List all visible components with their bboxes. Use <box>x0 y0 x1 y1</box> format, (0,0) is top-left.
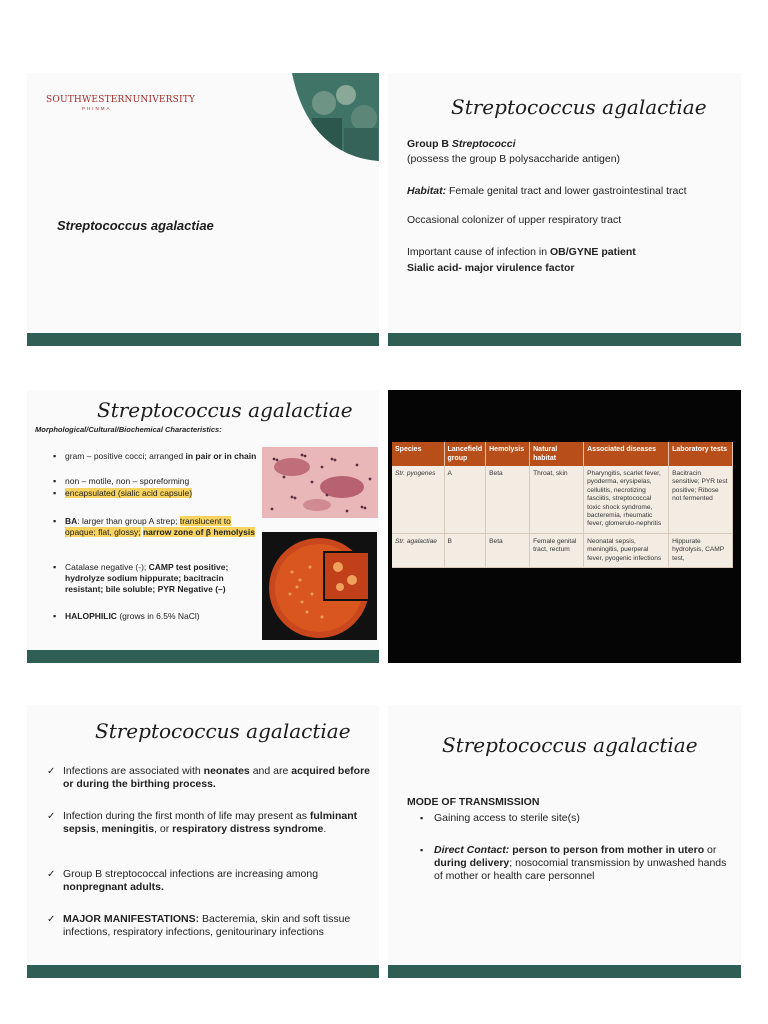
table-cell: Beta <box>486 466 530 533</box>
table-cell: Hippurate hydrolysis, CAMP test, <box>669 533 733 567</box>
table-row <box>392 533 733 567</box>
slide-5-footer-bar <box>27 965 379 978</box>
habitat-label: Habitat: <box>407 185 447 197</box>
habitat-line <box>407 185 717 198</box>
cause-prefix: Important cause of infection in <box>407 246 548 258</box>
slide-1 <box>27 73 379 346</box>
slide-2-footer-bar <box>388 333 741 346</box>
table-cell: Female genital tract, rectum <box>530 533 584 567</box>
transmission-heading: MODE OF TRANSMISSION <box>407 796 540 808</box>
table-header: Laboratory tests <box>669 442 733 466</box>
cause-bold: OB/GYNE patient <box>550 246 636 258</box>
table-header-row <box>392 442 733 466</box>
characteristic-4: ▪ BA: larger than group A strep; translucent to opaque; flat, glossy; narrow zone of β hemolysis <box>53 516 258 538</box>
table-cell: Str. agalactiae <box>392 533 444 567</box>
table-row <box>392 466 733 533</box>
table-header: Lancefield group <box>444 442 486 466</box>
group-line <box>407 138 516 151</box>
characteristic-6: ▪ HALOPHILIC (grows in 6.5% NaCl) <box>53 611 258 622</box>
info-item-3: ✓ Group B streptococcal infections are increasing among nonpregnant adults. <box>47 868 372 894</box>
slide-5-title: Streptococcus agalactiae <box>95 719 351 743</box>
table-cell: Beta <box>486 533 530 567</box>
colonizer-line: Occasional colonizer of upper respiratory tract <box>407 214 622 226</box>
group-prefix: Group B <box>407 138 449 150</box>
logo-name: SOUTHWESTERNUNIVERSITY <box>46 95 196 105</box>
habitat-text: Female genital tract and lower gastrointestinal tract <box>449 185 687 197</box>
table-cell: Bacitracin sensitive; PYR test positive; Ribose not fermented <box>669 466 733 533</box>
table-cell: Pharyngitis, scarlet fever, pyoderma, erysipelas, cellulitis, necrotizing fasciitis, streptococcal toxic shock syndrome, bacteremia, rheumatic fever, glomerulo-nephritis <box>584 466 669 533</box>
slide-6 <box>388 705 741 978</box>
table-header: Species <box>392 442 444 466</box>
characteristic-2: ▪ non – motile, non – sporeforming <box>53 476 258 487</box>
slide-2-title: Streptococcus agalactiae <box>451 95 707 119</box>
slide-3-title: Streptococcus agalactiae <box>97 398 353 422</box>
slide-1-footer-bar <box>27 333 379 346</box>
transmission-item-1: ▪ Gaining access to sterile site(s) <box>416 812 726 825</box>
blood-agar-plate-image <box>262 532 377 640</box>
table-cell: B <box>444 533 486 567</box>
characteristic-3: ▪ encapsulated (sialic acid capsule) <box>53 488 258 499</box>
table-cell: Neonatal sepsis, meningitis, puerperal fever, pyogenic infections <box>584 533 669 567</box>
slide-3-subtitle: Morphological/Cultural/Biochemical Characteristics: <box>35 425 222 434</box>
slide-3 <box>27 390 379 663</box>
slide-6-title: Streptococcus agalactiae <box>442 733 698 757</box>
characteristic-5: ▪ Catalase negative (-); CAMP test positive; hydrolyze sodium hippurate; bacitracin resistant; bile soluble; PYR Negative (–) <box>53 562 258 595</box>
slide-5 <box>27 705 379 978</box>
table-cell: A <box>444 466 486 533</box>
gram-stain-image <box>262 447 378 518</box>
table-header: Natural habitat <box>530 442 584 466</box>
table-header: Hemolysis <box>486 442 530 466</box>
transmission-item-2: ▪ Direct Contact: person to person from mother in utero or during delivery; nosocomial transmission by unwashed hands of mother or health care personnel <box>416 844 734 883</box>
characteristic-1: ▪ gram – positive cocci; arranged in pair or in chain <box>53 451 258 462</box>
group-note: (possess the group B polysaccharide antigen) <box>407 153 621 165</box>
slide-1-title: Streptococcus agalactiae <box>57 218 214 233</box>
logo-sub: PHINMA <box>82 106 112 111</box>
info-item-4: ✓ MAJOR MANIFESTATIONS: Bacteremia, skin and soft tissue infections, respiratory infections, genitourinary infections <box>47 913 372 939</box>
streptococcus-comparison-table <box>392 442 733 568</box>
info-item-1: ✓ Infections are associated with neonates and are acquired before or during the birthing process. <box>47 765 372 791</box>
slide-6-footer-bar <box>388 965 741 978</box>
cause-line <box>407 246 636 259</box>
photo-corner-graphic <box>284 73 379 161</box>
table-header: Associated diseases <box>584 442 669 466</box>
slide-4 <box>388 390 741 663</box>
group-name: Streptococci <box>451 138 516 150</box>
slide-3-footer-bar <box>27 650 379 663</box>
info-item-2: ✓ Infection during the first month of life may present as fulminant sepsis, meningitis, or respiratory distress syndrome. <box>47 810 372 836</box>
table-cell: Str. pyogenes <box>392 466 444 533</box>
slide-2 <box>388 73 741 346</box>
sialic-line: Sialic acid- major virulence factor <box>407 262 575 274</box>
table-cell: Throat, skin <box>530 466 584 533</box>
university-logo <box>46 95 195 111</box>
